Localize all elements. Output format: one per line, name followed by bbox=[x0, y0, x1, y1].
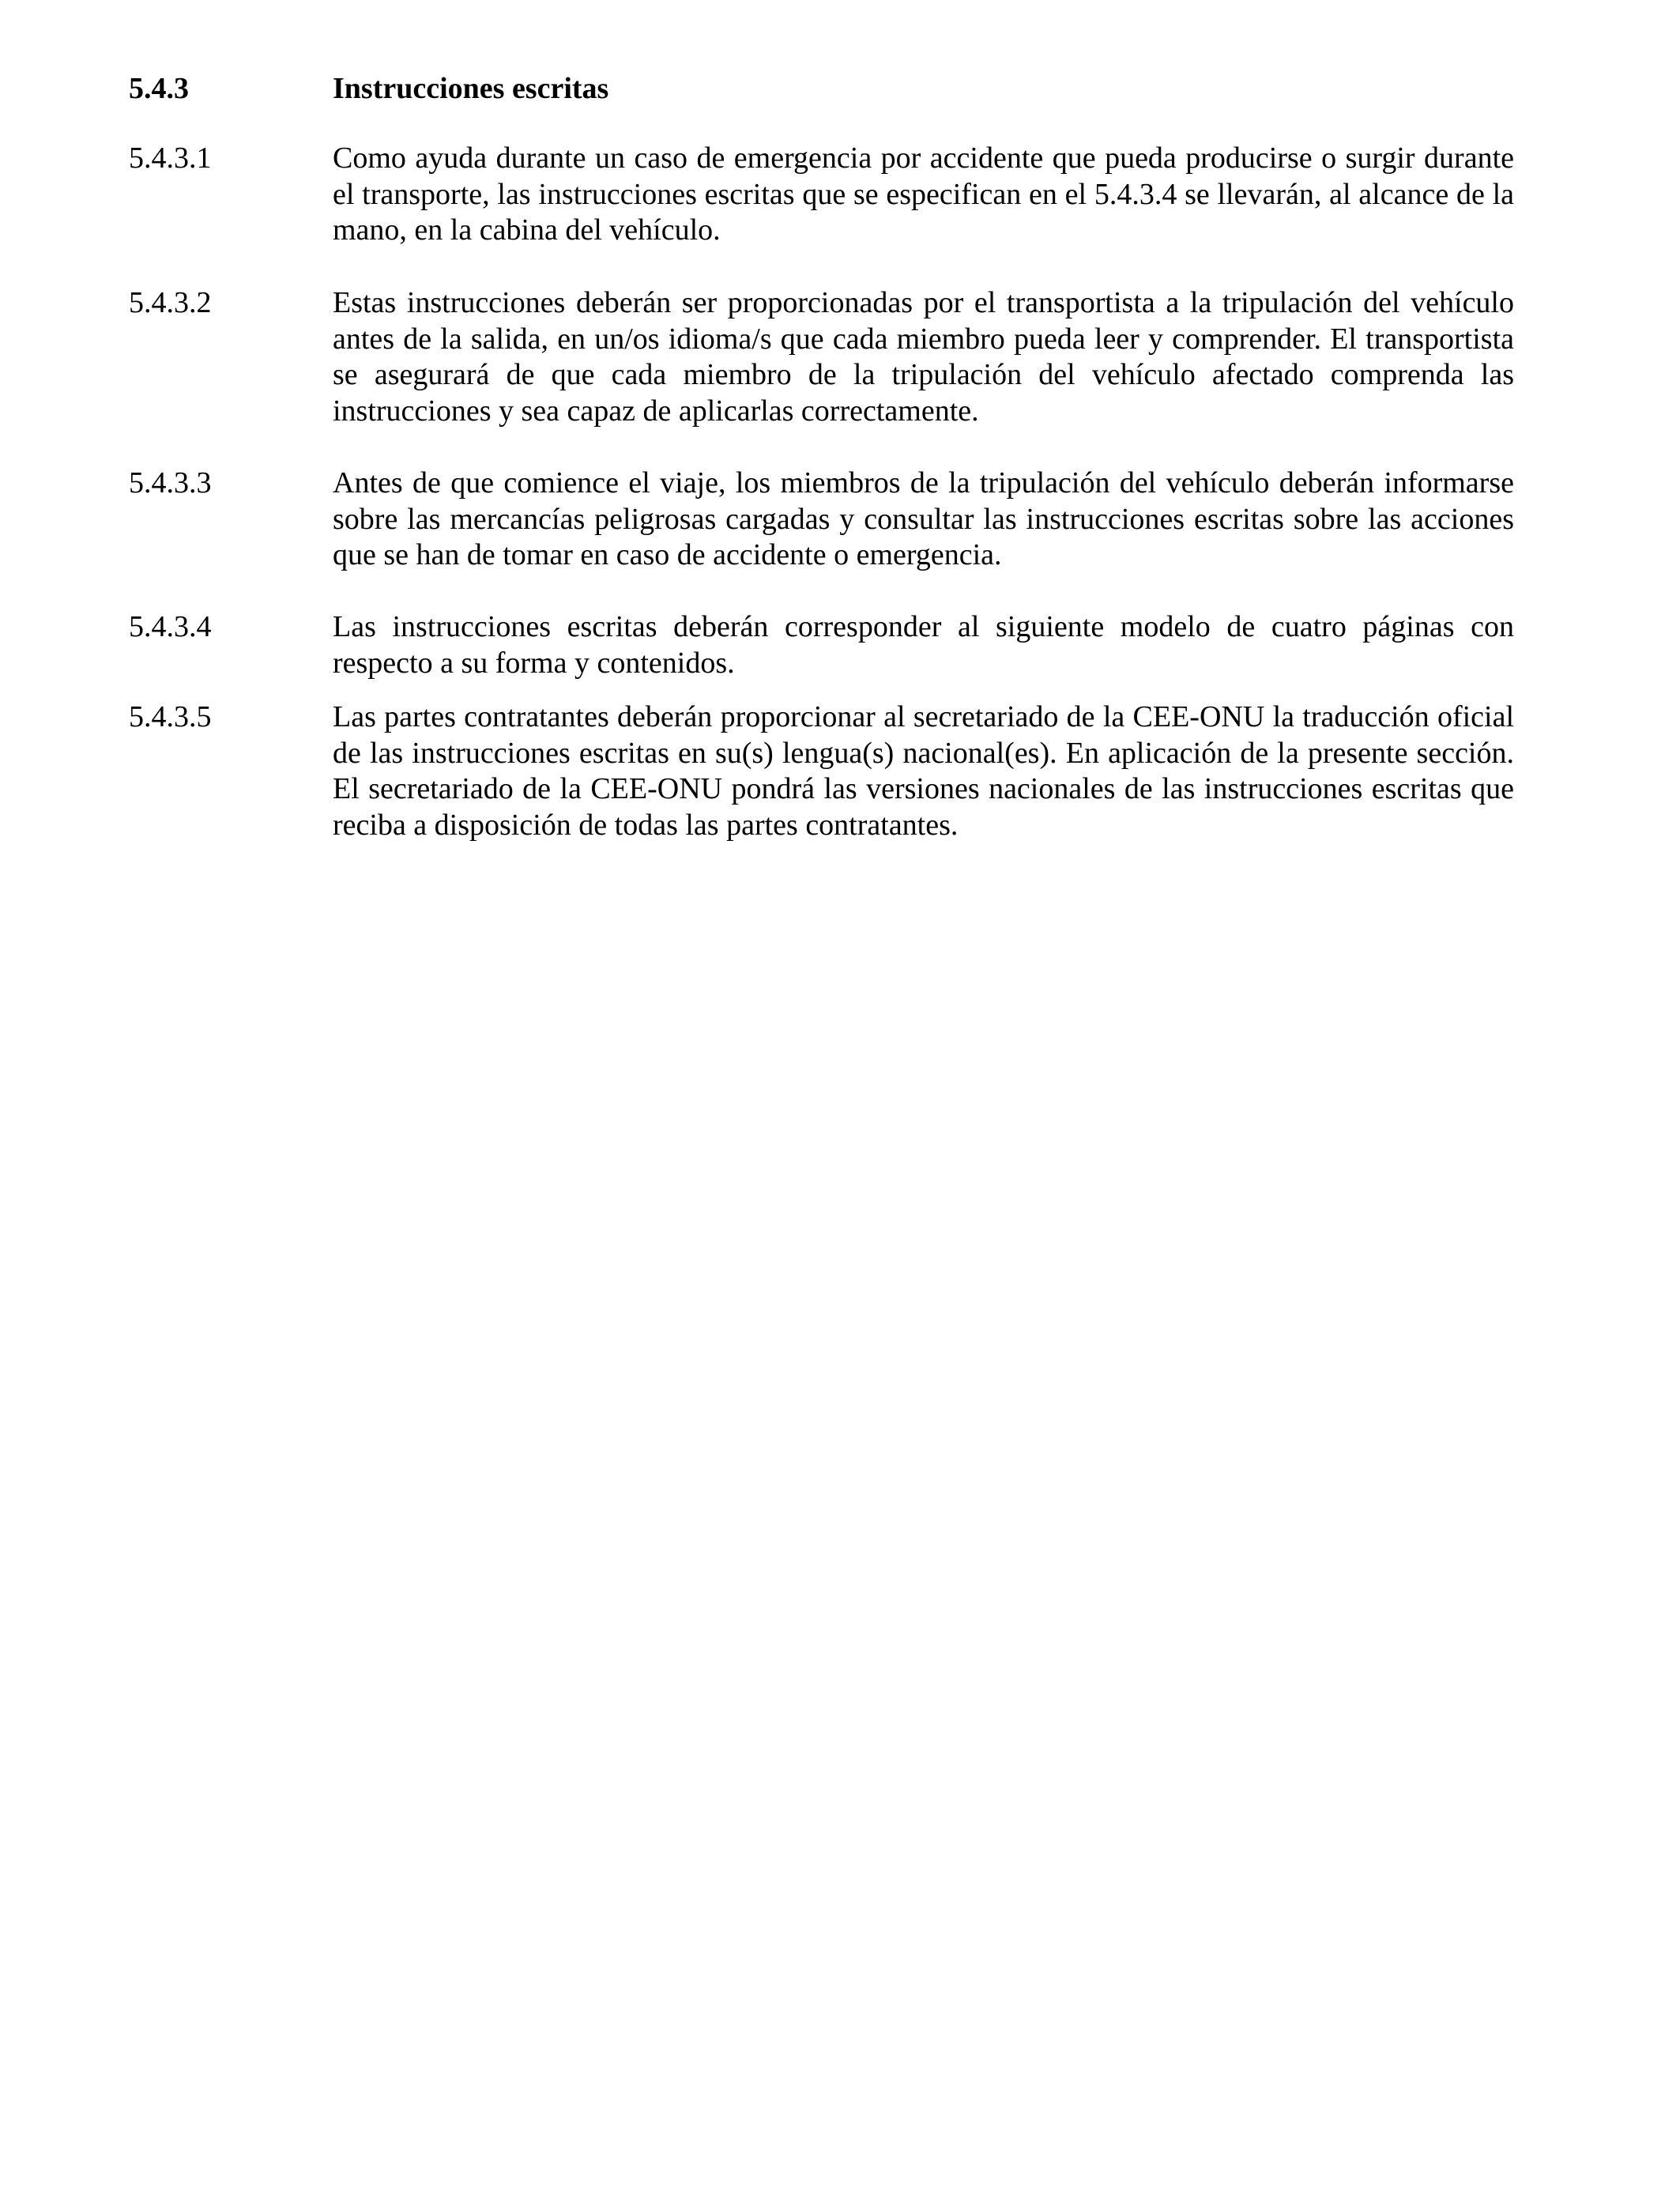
section-number: 5.4.3 bbox=[129, 72, 189, 105]
section-title: Instrucciones escritas bbox=[333, 72, 609, 105]
paragraph-number: 5.4.3.2 bbox=[129, 286, 212, 319]
paragraph-number: 5.4.3.4 bbox=[129, 610, 212, 643]
paragraph-number: 5.4.3.5 bbox=[129, 700, 212, 733]
paragraph-text: Las instrucciones escritas deberán corresponder al siguiente modelo de cuatro páginas con respecto a su forma y contenidos. bbox=[333, 610, 1514, 680]
paragraph-number: 5.4.3.3 bbox=[129, 466, 212, 499]
paragraph-text: Como ayuda durante un caso de emergencia por accidente que pueda producirse o surgir durante el transporte, las instrucciones escritas que se especifican en el 5.4.3.4 se llevarán, al alcance de la mano, en la cabina del vehículo. bbox=[333, 141, 1514, 247]
paragraph-text: Las partes contratantes deberán proporcionar al secretariado de la CEE-ONU la traducción oficial de las instrucciones escritas en su(s) lengua(s) nacional(es). En aplicación de la presente sección. El secretariado de la CEE-ONU pondrá las versiones nacionales de las instrucciones escritas que reciba a disposición de todas las partes contratantes. bbox=[333, 700, 1514, 842]
paragraph-number: 5.4.3.1 bbox=[129, 141, 212, 175]
paragraph-text: Antes de que comience el viaje, los miembros de la tripulación del vehículo deberán informarse sobre las mercancías peligrosas cargadas y consultar las instrucciones escritas sobre las acciones que se han de tomar en caso de accidente o emergencia. bbox=[333, 466, 1514, 571]
paragraph-text: Estas instrucciones deberán ser proporcionadas por el transportista a la tripulación del vehículo antes de la salida, en un/os idioma/s que cada miembro pueda leer y comprender. El transportista se asegurará de que cada miembro de la tripulación del vehículo afectado comprenda las instrucciones y sea capaz de aplicarlas correctamente. bbox=[333, 286, 1514, 428]
